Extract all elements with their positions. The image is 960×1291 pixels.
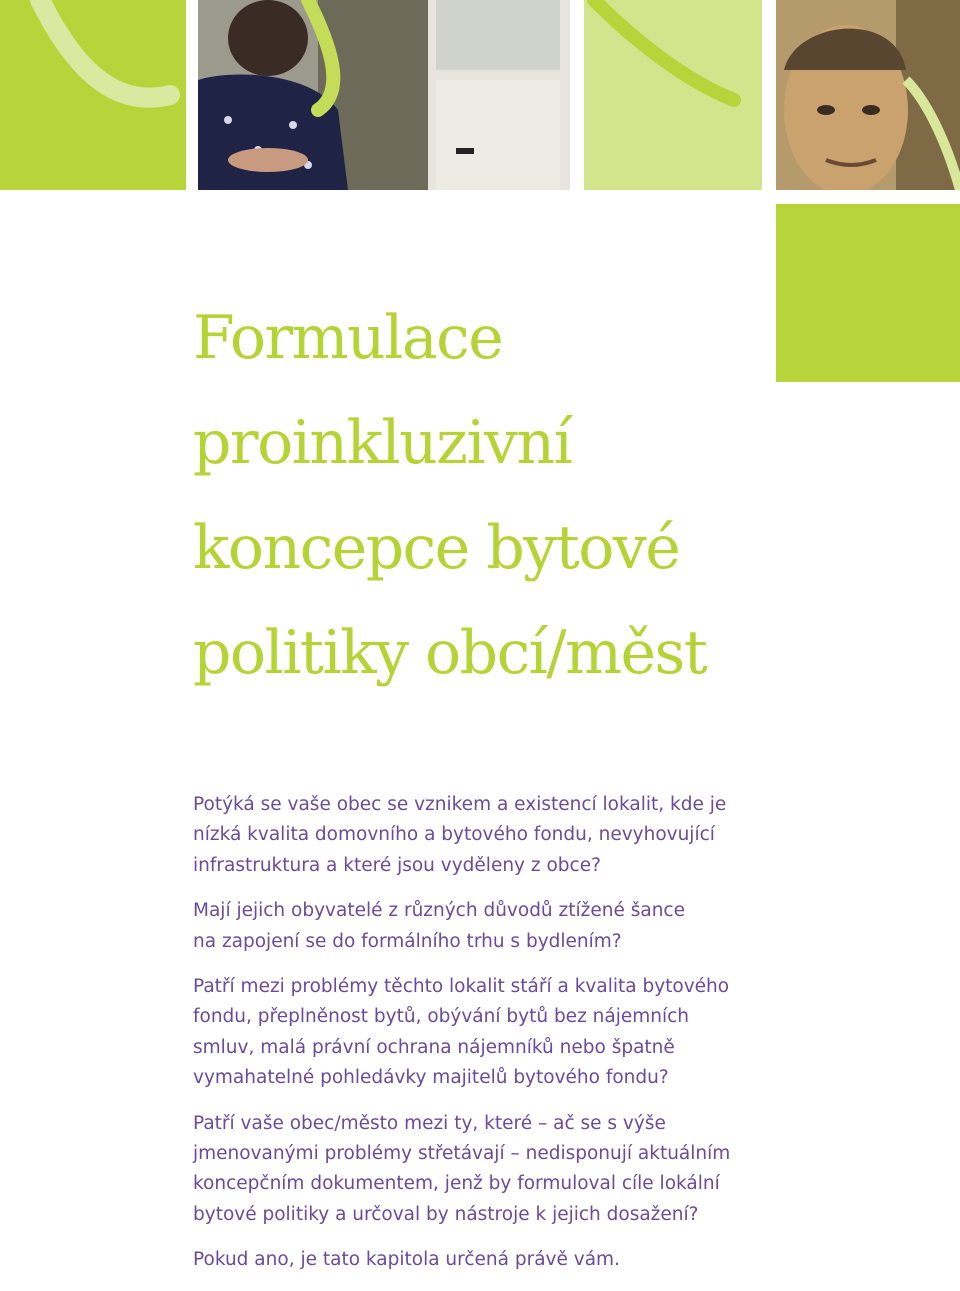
green-tile-right [776, 204, 960, 382]
swoosh-decoration [0, 0, 186, 190]
intro-paragraph [193, 1109, 803, 1231]
intro-paragraph [193, 972, 803, 1094]
title-line: koncepce bytové [193, 513, 680, 583]
text-line: koncepčním dokumentem, jenž by formuloval cíle lokální [193, 1173, 720, 1195]
title-line: proinkluzivní [193, 408, 572, 478]
text-line: Mají jejich obyvatelé z různých důvodů ztížené šance [193, 900, 685, 922]
green-tile-left [0, 0, 186, 190]
intro-paragraph [193, 790, 803, 881]
intro-paragraph [193, 896, 803, 957]
green-tile-middle [584, 0, 762, 190]
text-line: Potýká se vaše obec se vznikem a existencí lokalit, kde je [193, 794, 727, 815]
text-line: fondu, přeplněnost bytů, obývání bytů bez nájemních [193, 1006, 690, 1028]
intro-paragraph [193, 1245, 803, 1275]
text-line: nízká kvalita domovního a bytového fondu, nevyhovující [193, 824, 715, 846]
text-line: vymahatelné pohledávky majitelů bytového fondu? [193, 1067, 669, 1089]
text-line: bytové politiky a určoval by nástroje k jejich dosažení? [193, 1203, 699, 1225]
text-line: Patří vaše obec/město mezi ty, které – ač se s výše [193, 1112, 666, 1134]
text-line: jmenovanými problémy střetávají – nedisponují aktuálním [193, 1143, 731, 1165]
text-line: Patří mezi problémy těchto lokalit stáří a kvalita bytového [193, 976, 730, 998]
intro-text [193, 790, 803, 1291]
text-line: smluv, malá právní ochrana nájemníků nebo špatně [193, 1036, 675, 1058]
text-line: infrastruktura a které jsou vyděleny z obce? [193, 854, 601, 876]
photo-man [776, 0, 960, 190]
title-line: politiky obcí/měst [193, 618, 707, 688]
text-line: na zapojení se do formálního trhu s bydlením? [193, 930, 622, 952]
photo-woman [198, 0, 570, 190]
swoosh-decoration [584, 0, 762, 190]
text-line: Pokud ano, je tato kapitola určená právě vám. [193, 1249, 620, 1271]
title-line: Formulace [193, 303, 503, 373]
page-title [193, 286, 706, 706]
